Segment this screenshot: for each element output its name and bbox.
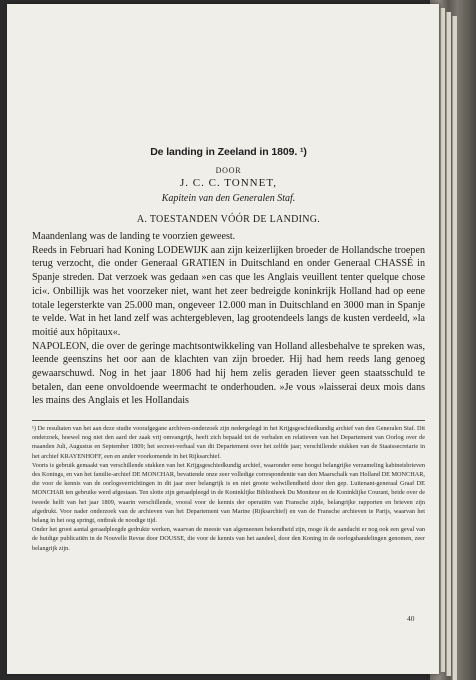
book-page <box>7 4 439 674</box>
body-paragraph: NAPOLEON, die over de geringe machtsontwikkeling van Holland allesbehalve te spreken was, leende geenszins het oor aan de klachten van zijn broeder. Hij had hem reeds lang genoeg gewaarschuwd. Nog in het jaar 1806 had hij hem zelis geraden liever geen staatsschuld te betalen, dan eene onvoldoende weermacht te onderhouden. »Je vous »laisserai deux mois dans les mains des Anglais et les Hollandais <box>32 340 425 407</box>
page-stack-edge <box>446 12 451 676</box>
page-number: 40 <box>407 614 415 623</box>
author-name: J. C. C. TONNET, <box>180 177 277 189</box>
byline-word: DOOR <box>215 166 242 175</box>
body-text <box>32 230 425 408</box>
author-role: Kapitein van den Generalen Staf. <box>161 193 296 204</box>
page-stack-edge <box>452 16 457 680</box>
section-heading: A. TOESTANDEN VÓÓR DE LANDING. <box>136 214 321 225</box>
footnote-paragraph: Voorts is gebruik gemaakt van verschillende stukken van het Krijgsgeschiedkundig archief, waaronder eene hoogst belangrijke verzameling kabinetsbrieven des Konings, en van het familie-archief DE MONCHAR, bevattende onze zeer volledige correspondentie van den Maarschalk van Holland DE MONCHAR, die voor de kennis van de oorlogsverrichtingen in dit jaar zeer belangrijk is en niet groote welwillendheid door den gep. Luitenant-generaal Graaf DE MONCHAR ten gebruike werd afgestaan. Ten slotte zijn geraadpleegd in de Koninklijke Bibliotheek Du Moniteur en de Koninklijke Courant, beide over de tweede helft van het jaar 1809, waarin verschillende, vooral voor de kennis der operatiën van Fransche zijde, belangrijke rapporten en brieven zijn afgedrukt. Voor nader onderzoek van de archieven van het Departement van Marine (Rijksarchief) en van de Fransche archieven te Parijs, waarvan het belang in het oog springt, ontbrak de noodige tijd. <box>32 461 425 525</box>
page-stack-edge <box>440 8 445 672</box>
footnotes <box>32 424 425 553</box>
footnote-paragraph: Onder het groot aantal geraadpleegde gedrukte werken, waarvan de meeste van algemeenen bekendheid zijn, moge ik de aandacht er nog ook een geval van de huidige publicatiën in de Nouvelle Revue door DOUSSE, die voor de kennis van het aandeel, door den Koning in de oorlogshandelingen genomen, zeer belangrijk zijn. <box>32 526 425 552</box>
article-title: De landing in Zeeland in 1809. ¹) <box>150 146 307 158</box>
body-paragraph: Reeds in Februari had Koning LODEWIJK aan zijn keizerlijken broeder de Hollandsche troepen terug verzocht, die onder Generaal GRATIEN in Duitschland en onder Generaal CHASSÉ in Spanje streden. Dat verzoek was gedaan »en cas que les Anglais veuillent tenter quelque chose ici«. Onbillijk was het voorzeker niet, want het zeer bedreigde koninkrijk Holland had op eene totale legersterkte van 25.000 man, ongeveer 12.000 man in Duitschland en 3000 man in Spanje te velde. Wat in het land zelf was achtergebleven, lag grootendeels langs de kusten verdeeld, »la moitié aux hôpitaux«. <box>32 244 425 338</box>
footnote-rule <box>32 420 425 421</box>
body-paragraph: Maandenlang was de landing te voorzien geweest. <box>32 231 236 242</box>
footnote-paragraph: ¹) De resultaten van het aan deze studie voorafgegane archiven-onderzoek zijn nedergelegd in het Krijgsgeschiedkundig archief van den Generalen Staf. Dit onderzoek, hoewel nog niet den aard der zaak vrij omvangrijk, heeft zich bepaald tot de verbalen en relatieven van het Departement van Oorlog over de maanden Juli, Augustus en September 1809; het secreet-verbaal van dit Departement over het zelfde jaar; verschillende stukken van de Staatssecretarie in het archief KRAYENHOFF, een en ander voorkomende in het Rijksarchief. <box>32 425 425 460</box>
